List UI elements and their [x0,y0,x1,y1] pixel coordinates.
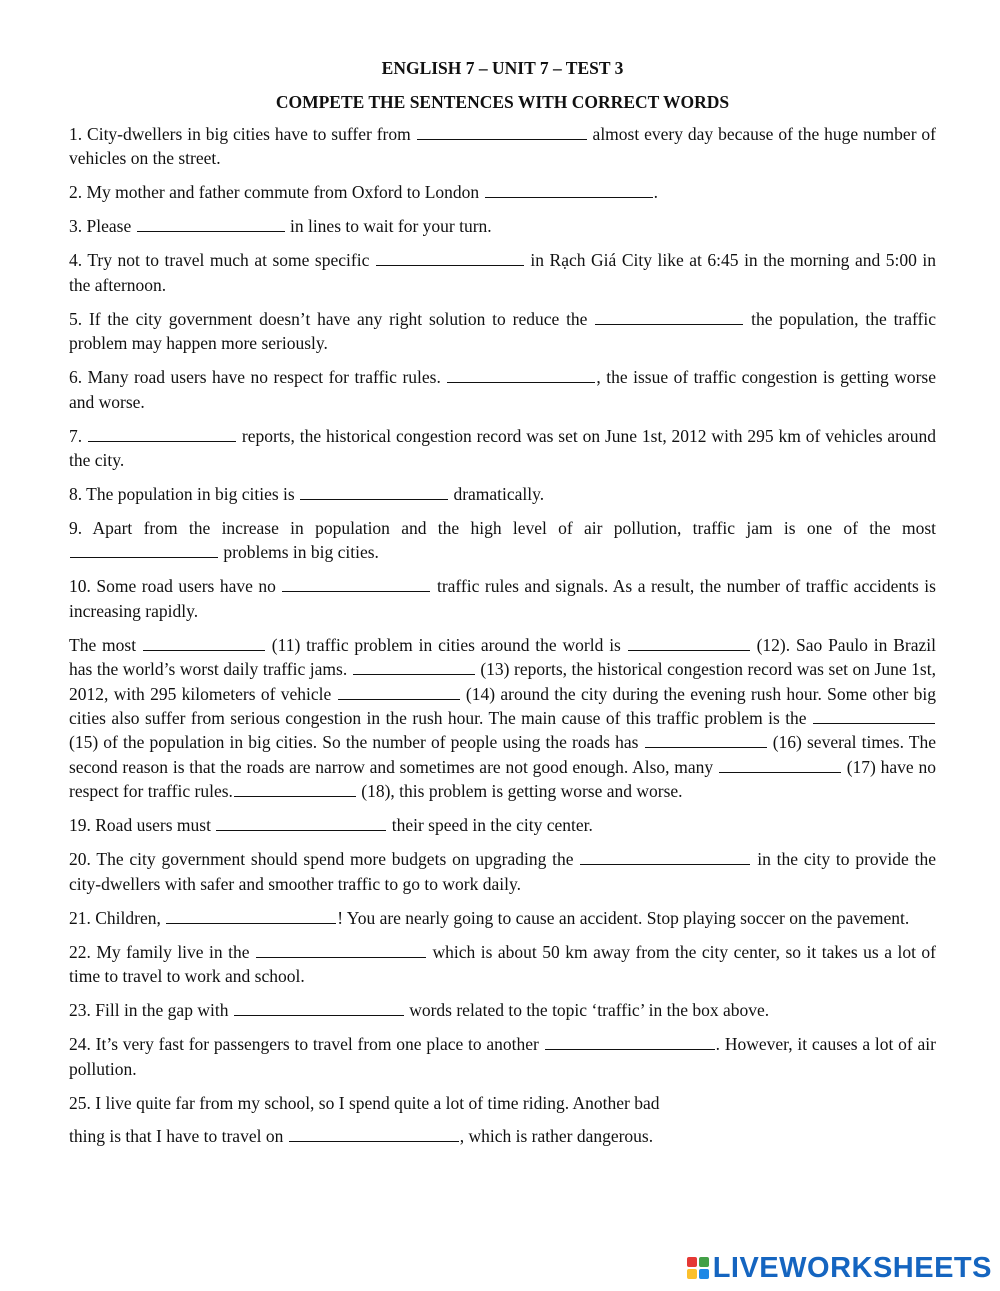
sentence-text: (11) traffic problem in cities around the world is [265,634,627,655]
answer-blank[interactable] [216,814,386,831]
sentence-text: The most [69,634,142,655]
sentence-text: dramatically. [449,484,545,505]
sentence-text: 1. City-dwellers in big cities have to suffer from [69,124,416,144]
question-item [69,847,936,896]
answer-blank[interactable] [645,731,767,748]
answer-blank[interactable] [417,123,587,140]
sentence-text: reports, the historical congestion record was set on June 1st, 2012 with 295 km of vehicles around the city. [69,425,936,471]
question-item [69,122,936,171]
sentence-text: (12). Sao Paulo in Brazil has the world’s worst daily traffic jams. [69,634,936,680]
worksheet-page [69,56,936,1158]
sentence-text: in Rạch Giá City like at 6:45 in the morning and 5:00 in the afternoon. [69,250,936,295]
sentence-text: almost every day because of the huge number of vehicles on the street. [69,124,937,169]
answer-blank[interactable] [813,707,935,724]
logo-block [687,1257,697,1267]
sentence-text: . However, it causes a lot of air pollution. [69,1034,936,1079]
sentence-text: ! You are nearly going to cause an accident. Stop playing soccer on the pavement. [337,907,910,928]
question-item [69,574,936,623]
question-item [69,1032,936,1081]
logo-blocks-icon [687,1257,709,1279]
answer-blank[interactable] [70,541,218,558]
sentence-text: thing is that I have to travel on [69,1125,288,1146]
answer-blank[interactable] [143,634,265,651]
question-item [69,482,936,506]
sentence-text: , the issue of traffic congestion is getting worse and worse. [69,367,936,412]
answer-blank[interactable] [166,907,336,924]
sentence-text: (18), this problem is getting worse and worse. [356,781,683,802]
sentence-text: 20. The city government should spend more budgets on upgrading the [69,849,580,870]
cloze-passage [69,633,936,804]
sentence-text: 25. I live quite far from my school, so I spend quite a lot of time riding. Another bad [69,1092,660,1113]
answer-blank[interactable] [300,483,448,500]
sentence-text: (14) around the city during the evening rush hour. Some other big cities also suffer from serious congestion in the rush hour. The main cause of this traffic problem is the [69,683,936,729]
answer-blank[interactable] [447,366,595,383]
sentence-text: 2. My mother and father commute from Oxford to London [69,182,484,203]
sentence-text: in the city to provide the city-dwellers with safer and smoother traffic to go to work daily. [69,849,937,894]
question-item [69,906,936,930]
answer-blank[interactable] [580,848,750,865]
sentence-text: 24. It’s very fast for passengers to travel from one place to another [69,1034,544,1055]
question-list-2 [69,813,936,1148]
answer-blank[interactable] [234,780,356,797]
question-item [69,998,936,1022]
sentence-text: 10. Some road users have no [69,576,282,597]
question-item [69,180,936,204]
answer-blank[interactable] [353,658,475,675]
question-item [69,248,936,297]
page-title: ENGLISH 7 – UNIT 7 – TEST 3 [381,58,624,78]
answer-blank[interactable] [719,756,841,773]
sentence-text: (13) reports, the historical congestion record was set on June 1st, 2012, with 295 kilometers of vehicle [69,659,936,704]
answer-blank[interactable] [545,1033,715,1050]
question-list [69,122,936,623]
answer-blank[interactable] [256,941,426,958]
sentence-text: (17) have no respect for traffic rules. [69,756,936,802]
sentence-text: 7. [69,425,87,446]
answer-blank[interactable] [595,308,743,325]
question-item [69,1124,936,1148]
question-item [69,813,936,837]
sentence-text: , which is rather dangerous. [459,1125,654,1146]
sentence-text: 4. Try not to travel much at some specific [69,250,375,271]
answer-blank[interactable] [289,1125,459,1142]
sentence-text: traffic rules and signals. As a result, the number of traffic accidents is increasing rapidly. [69,576,936,621]
answer-blank[interactable] [234,999,404,1016]
question-item [69,940,936,989]
question-item [69,307,936,356]
answer-blank[interactable] [485,181,653,198]
sentence-text: words related to the topic ‘traffic’ in the box above. [404,1000,770,1021]
sentence-text: 22. My family live in the [69,941,255,962]
sentence-text: their speed in the city center. [387,815,593,836]
logo-brand-text: LIVEWORKSHEETS [712,1251,992,1284]
logo-block [699,1269,709,1279]
sentence-text: 3. Please [69,216,136,237]
sentence-text: (16) several times. The second reason is that the roads are narrow and sometimes are not good enough. Also, many [69,732,937,777]
sentence-text: 5. If the city government doesn’t have any right solution to reduce the [69,308,595,329]
sentence-text: 8. The population in big cities is [69,484,300,505]
sentence-text: 6. Many road users have no respect for traffic rules. [69,367,447,388]
answer-blank[interactable] [88,425,236,442]
sentence-text: 19. Road users must [69,815,216,836]
sentence-text: in lines to wait for your turn. [285,216,492,237]
liveworksheets-logo[interactable] [687,1251,992,1285]
sentence-text: . [653,182,658,203]
question-item [69,365,936,414]
logo-block [699,1257,709,1267]
question-item [69,424,936,473]
question-item [69,516,936,565]
answer-blank[interactable] [376,249,524,266]
sentence-text: 21. Children, [69,907,166,928]
sentence-text: which is about 50 km away from the city center, so it takes us a lot of time to travel to work and school. [69,941,936,987]
sentence-text: (15) of the population in big cities. So the number of people using the roads has [69,732,644,753]
answer-blank[interactable] [628,634,750,651]
answer-blank[interactable] [338,683,460,700]
sentence-text: the population, the traffic problem may happen more seriously. [69,308,936,354]
sentence-text: problems in big cities. [219,542,379,563]
sentence-text: 9. Apart from the increase in population and the high level of air pollution, traffic jam is one of the most [69,518,936,539]
answer-blank[interactable] [282,575,430,592]
page-subtitle: COMPETE THE SENTENCES WITH CORRECT WORDS [275,92,730,112]
sentence-text: 23. Fill in the gap with [69,1000,233,1021]
logo-block [687,1269,697,1279]
question-item [69,1091,936,1115]
question-item [69,214,936,238]
answer-blank[interactable] [137,215,285,232]
